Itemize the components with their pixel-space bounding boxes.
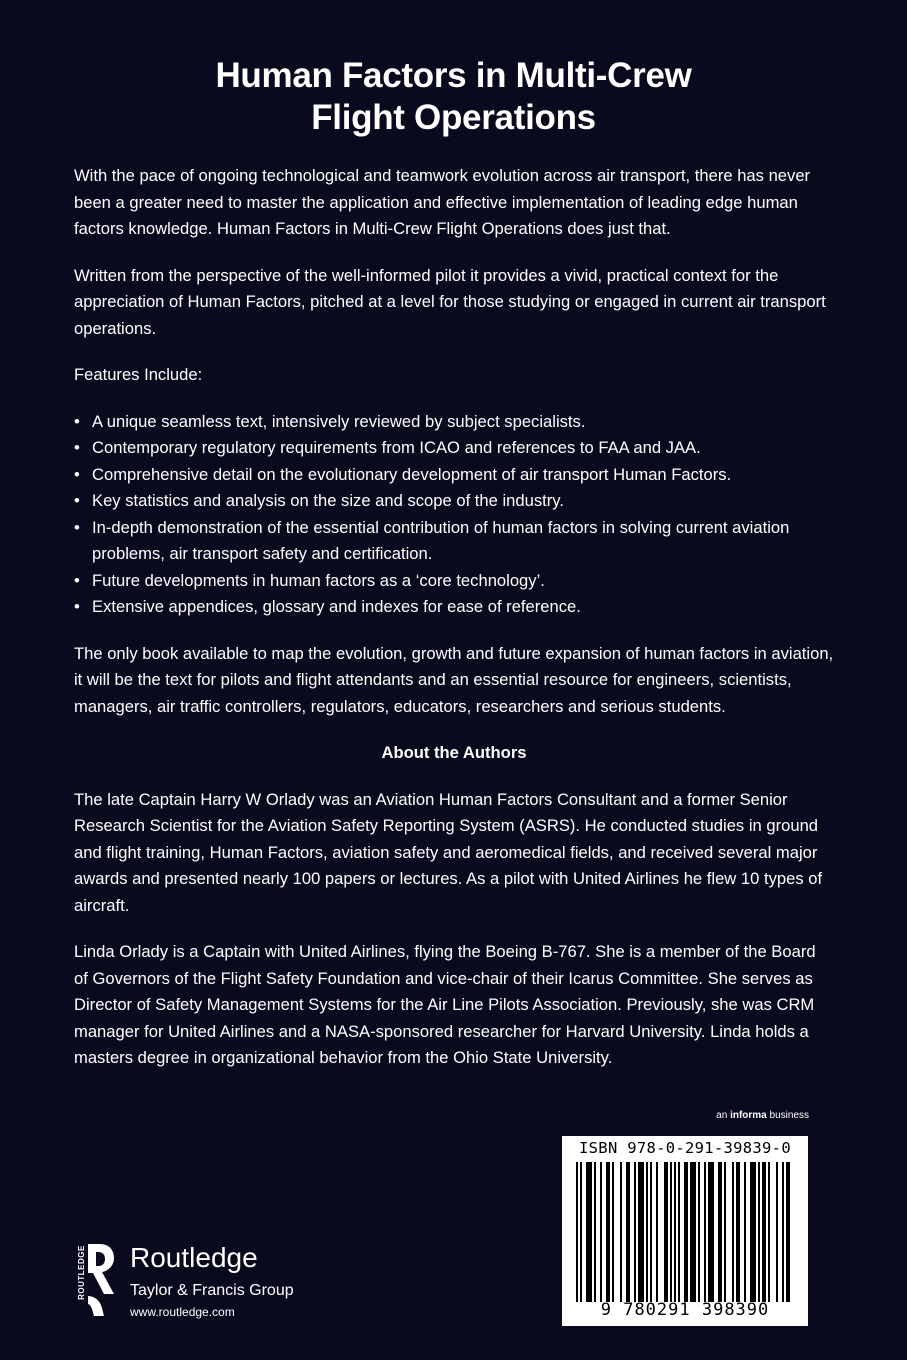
features-list (74, 409, 834, 621)
barcode-bar (646, 1162, 648, 1302)
barcode-bar (606, 1162, 610, 1302)
barcode-bar (678, 1162, 680, 1302)
isbn-label: ISBN 978-0-291-39839-0 (579, 1139, 791, 1157)
publisher-url: www.routledge.com (130, 1305, 235, 1319)
barcode-bar (684, 1162, 688, 1302)
barcode-bar (776, 1162, 778, 1302)
book-title (0, 55, 907, 139)
barcode-bar (634, 1162, 636, 1302)
barcode-bar (736, 1162, 740, 1302)
barcode-bar (718, 1162, 722, 1302)
features-heading: Features Include: (74, 365, 203, 384)
title-line-1: Human Factors in Multi-Crew (215, 56, 692, 95)
barcode-bar (664, 1162, 668, 1302)
title-line-2: Flight Operations (311, 98, 596, 137)
barcode-bar (594, 1162, 596, 1302)
intro-paragraph-2: Written from the perspective of the well-informed pilot it provides a vivid, practical context for the appreciation of Human Factors, pitched at a level for those studying or engaged in current air transport operations. (74, 265, 826, 338)
barcode-bar (708, 1162, 714, 1302)
barcode-bar (786, 1162, 790, 1302)
barcode-bar (650, 1162, 652, 1302)
barcode-bar (600, 1162, 602, 1302)
barcode-bar (626, 1162, 630, 1302)
barcode-bar (674, 1162, 676, 1302)
feature-item: • Contemporary regulatory requirements from ICAO and references to FAA and JAA. (74, 435, 834, 462)
barcode-bars (576, 1162, 794, 1302)
publisher-name: Routledge (130, 1242, 258, 1273)
about-authors-heading: About the Authors (381, 743, 527, 762)
barcode-bar (698, 1162, 700, 1302)
feature-item: • Key statistics and analysis on the size and scope of the industry. (74, 488, 834, 515)
author-bio-2: Linda Orlady is a Captain with United Airlines, flying the Boeing B-767. She is a member of the Board of Governors of the Flight Safety Foundation and vice-chair of their Icarus Committee. She serves as Director of Safety Management Systems for the Air Line Pilots Association. Previously, she was CRM manager for United Airlines and a NASA-sponsored researcher for Harvard University. Linda holds a masters degree in organizational behavior from the Ohio State University. (74, 942, 816, 1067)
barcode-bar (670, 1162, 672, 1302)
barcode-bar (724, 1162, 726, 1302)
description (74, 163, 834, 1092)
barcode-bar (620, 1162, 622, 1302)
intro-paragraph-1: With the pace of ongoing technological and teamwork evolution across air transport, there has never been a greater need to master the application and effective implementation of leading edge human factors knowledge. Human Factors in Multi-Crew Flight Operations does just that. (74, 166, 811, 238)
feature-item: • In-depth demonstration of the essential contribution of human factors in solving current aviation problems, air transport safety and certification. (74, 515, 834, 568)
publisher-group: Taylor & Francis Group (130, 1282, 294, 1299)
barcode-bar (744, 1162, 746, 1302)
informa-tagline (716, 1110, 809, 1121)
barcode-number: 9 780291 398390 (600, 1300, 770, 1320)
informa-suffix: business (769, 1110, 809, 1121)
author-bio-1: The late Captain Harry W Orlady was an Aviation Human Factors Consultant and a former Senior Research Scientist for the Aviation Safety Reporting System (ASRS). He conducted studies in ground and flight training, Human Factors, aviation safety and aeromedical fields, and received several major awards and presented nearly 100 papers or lectures. As a pilot with United Airlines he flew 10 types of aircraft. (74, 789, 823, 915)
routledge-vertical-text: ROUTLEDGE (76, 1245, 86, 1300)
feature-item: • Future developments in human factors as a ‘core technology’. (74, 568, 834, 595)
barcode-bar (750, 1162, 756, 1302)
closing-paragraph: The only book available to map the evolution, growth and future expansion of human factors in aviation, it will be the text for pilots and flight attendants and an essential resource for engineers, scientists, managers, air traffic controllers, regulators, educators, researchers and serious students. (74, 643, 834, 716)
barcode-bar (762, 1162, 766, 1302)
feature-item: • Extensive appendices, glossary and indexes for ease of reference. (74, 594, 834, 621)
barcode-bar (580, 1162, 582, 1302)
barcode-bar (612, 1162, 614, 1302)
barcode-bar (576, 1162, 578, 1302)
feature-item: • Comprehensive detail on the evolutionary development of air transport Human Factors. (74, 462, 834, 489)
barcode-bar (768, 1162, 770, 1302)
barcode-bar (732, 1162, 734, 1302)
feature-item: • A unique seamless text, intensively reviewed by subject specialists. (74, 409, 834, 436)
informa-prefix: an (716, 1110, 728, 1121)
isbn-barcode (562, 1136, 808, 1326)
barcode-bar (656, 1162, 658, 1302)
barcode-bar (690, 1162, 696, 1302)
barcode-bar (586, 1162, 592, 1302)
barcode-bar (782, 1162, 784, 1302)
barcode-bar (704, 1162, 706, 1302)
informa-brand: informa (730, 1110, 767, 1121)
barcode-bar (638, 1162, 644, 1302)
barcode-bar (758, 1162, 760, 1302)
